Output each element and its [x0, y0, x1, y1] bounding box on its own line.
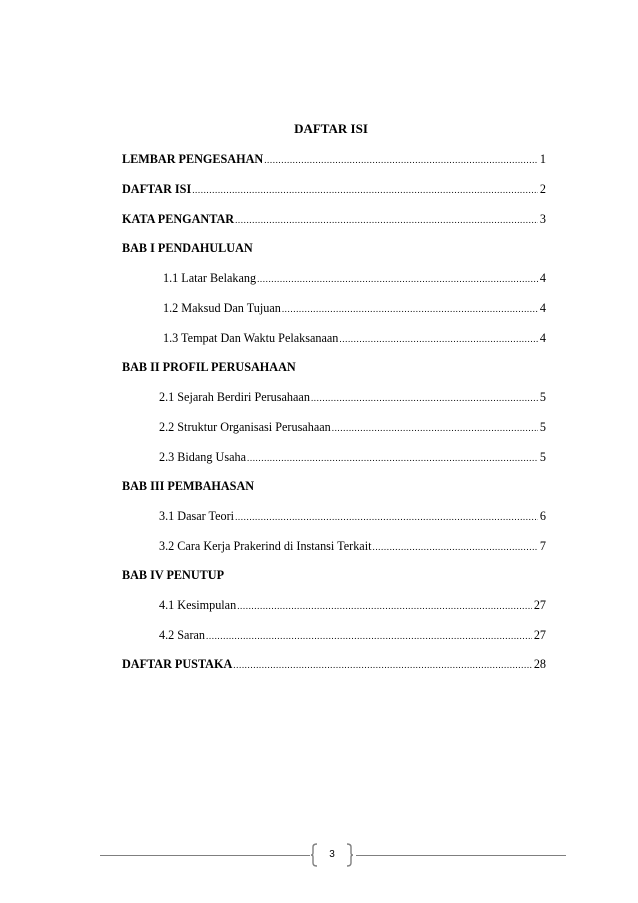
toc-entry-3-2[interactable] — [159, 538, 546, 555]
dot-leader — [247, 450, 538, 466]
toc-entry-2-1[interactable] — [159, 389, 546, 406]
dot-leader — [282, 301, 538, 317]
toc-entry-label: 1.1 Latar Belakang — [163, 271, 257, 285]
page-number: 3 — [329, 849, 335, 860]
toc-entry-3-1[interactable] — [159, 508, 546, 525]
toc-page-number: 27 — [533, 598, 546, 612]
toc-page-number: 1 — [539, 152, 546, 166]
toc-entry-label: DAFTAR ISI — [122, 182, 192, 196]
dot-leader — [192, 182, 538, 198]
toc-page-number: 4 — [539, 301, 546, 315]
toc-entry-label: KATA PENGANTAR — [122, 212, 235, 226]
toc-page-number: 3 — [539, 212, 546, 226]
dot-leader — [235, 212, 538, 228]
dot-leader — [237, 598, 532, 614]
dot-leader — [264, 152, 538, 168]
footer-rule-right — [356, 855, 566, 856]
toc-entry-label: 1.3 Tempat Dan Waktu Pelaksanaan — [163, 331, 339, 345]
dot-leader — [332, 420, 538, 436]
toc-chapter-heading-bab-2: BAB II PROFIL PERUSAHAAN — [122, 360, 296, 374]
toc-chapter-heading-bab-4: BAB IV PENUTUP — [122, 568, 225, 582]
dot-leader — [257, 271, 538, 287]
footer-left-brace-icon — [310, 843, 319, 867]
toc-entry-label: 3.1 Dasar Teori — [159, 509, 235, 523]
toc-entry-4-2[interactable] — [159, 627, 546, 644]
toc-entry-label: 2.1 Sejarah Berdiri Perusahaan — [159, 390, 310, 404]
toc-entry-4-1[interactable] — [159, 597, 546, 614]
toc-page-number: 5 — [539, 390, 546, 404]
page-title: DAFTAR ISI — [294, 121, 368, 136]
toc-page-number: 27 — [533, 628, 546, 642]
toc-entry-label: 4.1 Kesimpulan — [159, 598, 237, 612]
toc-page-number: 28 — [533, 657, 546, 671]
toc-entry-label: 2.2 Struktur Organisasi Perusahaan — [159, 420, 331, 434]
toc-entry-daftar-isi[interactable] — [122, 181, 546, 198]
toc-entry-label: 3.2 Cara Kerja Prakerind di Instansi Terkait — [159, 539, 372, 553]
dot-leader — [311, 390, 538, 406]
toc-chapter-heading-bab-1: BAB I PENDAHULUAN — [122, 241, 253, 255]
toc-page-number: 6 — [539, 509, 546, 523]
toc-page-number: 7 — [539, 539, 546, 553]
toc-page-number: 5 — [539, 420, 546, 434]
toc-entry-2-3[interactable] — [159, 449, 546, 466]
toc-entry-lembar-pengesahan[interactable] — [122, 151, 546, 168]
toc-chapter-heading-bab-3: BAB III PEMBAHASAN — [122, 479, 255, 493]
toc-entry-label: LEMBAR PENGESAHAN — [122, 152, 264, 166]
toc-entry-label: DAFTAR PUSTAKA — [122, 657, 233, 671]
footer-rule-left — [100, 855, 310, 856]
toc-entry-1-3[interactable] — [163, 330, 546, 347]
toc-entry-kata-pengantar[interactable] — [122, 211, 546, 228]
toc-page-number: 5 — [539, 450, 546, 464]
toc-page-number: 2 — [539, 182, 546, 196]
dot-leader — [372, 539, 537, 555]
dot-leader — [339, 331, 538, 347]
toc-entry-label: 4.2 Saran — [159, 628, 206, 642]
toc-entry-2-2[interactable] — [159, 419, 546, 436]
toc-page-number: 4 — [539, 271, 546, 285]
footer-right-brace-icon — [345, 843, 354, 867]
toc-entry-1-1[interactable] — [163, 270, 546, 287]
toc-page-number: 4 — [539, 331, 546, 345]
toc-entry-label: 2.3 Bidang Usaha — [159, 450, 246, 464]
toc-entry-daftar-pustaka[interactable] — [122, 656, 546, 673]
toc-entry-label: 1.2 Maksud Dan Tujuan — [163, 301, 281, 315]
dot-leader — [233, 657, 532, 673]
dot-leader — [235, 509, 538, 525]
dot-leader — [206, 628, 532, 644]
toc-entry-1-2[interactable] — [163, 300, 546, 317]
